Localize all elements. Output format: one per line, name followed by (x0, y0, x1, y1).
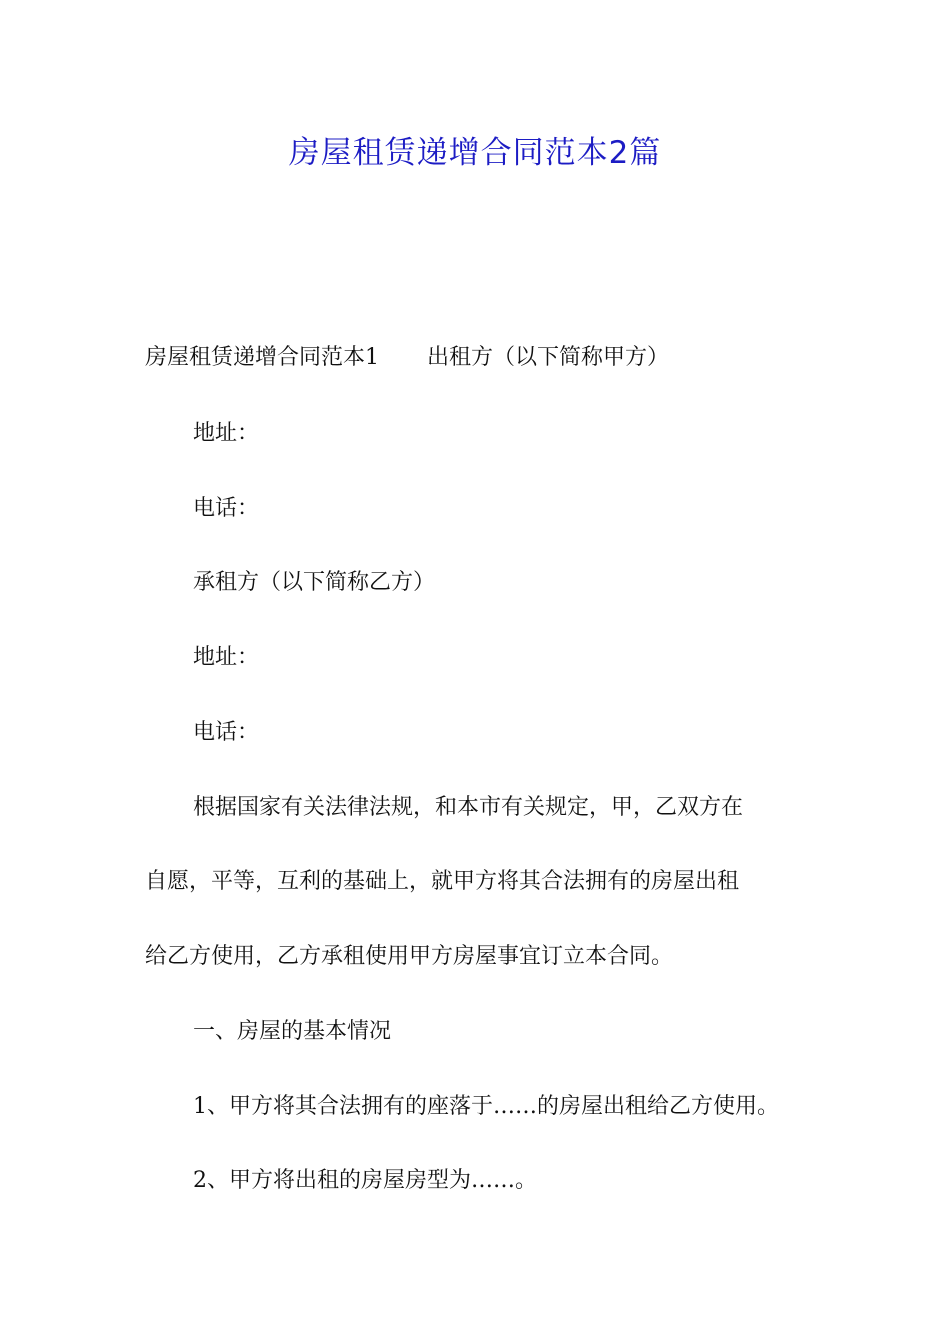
lessee-phone: 电话： (193, 720, 260, 745)
lessee-address: 地址： (193, 645, 260, 670)
document-title: 房屋租赁递增合同范本2篇 (288, 135, 662, 171)
contract-intro-line (145, 342, 669, 374)
clause-1: 1、甲方将其合法拥有的座落于……的房屋出租给乙方使用。 (193, 1094, 779, 1119)
paragraph-line: 根据国家有关法律法规，和本市有关规定，甲，乙双方在 (193, 795, 744, 820)
lessor-phone: 电话： (193, 496, 260, 521)
paragraph-line: 自愿，平等，互利的基础上，就甲方将其合法拥有的房屋出租 (145, 869, 740, 894)
lessee-heading: 承租方（以下简称乙方） (193, 570, 436, 595)
section-heading-basic-info: 一、房屋的基本情况 (193, 1019, 392, 1044)
section-heading: 房屋租赁递增合同范本1 (145, 345, 379, 370)
lessor-address: 地址： (193, 421, 260, 446)
paragraph-line: 给乙方使用，乙方承租使用甲方房屋事宜订立本合同。 (145, 944, 674, 969)
clause-2: 2、甲方将出租的房屋房型为……。 (193, 1168, 537, 1193)
lessor-heading: 出租方（以下简称甲方） (427, 345, 670, 370)
